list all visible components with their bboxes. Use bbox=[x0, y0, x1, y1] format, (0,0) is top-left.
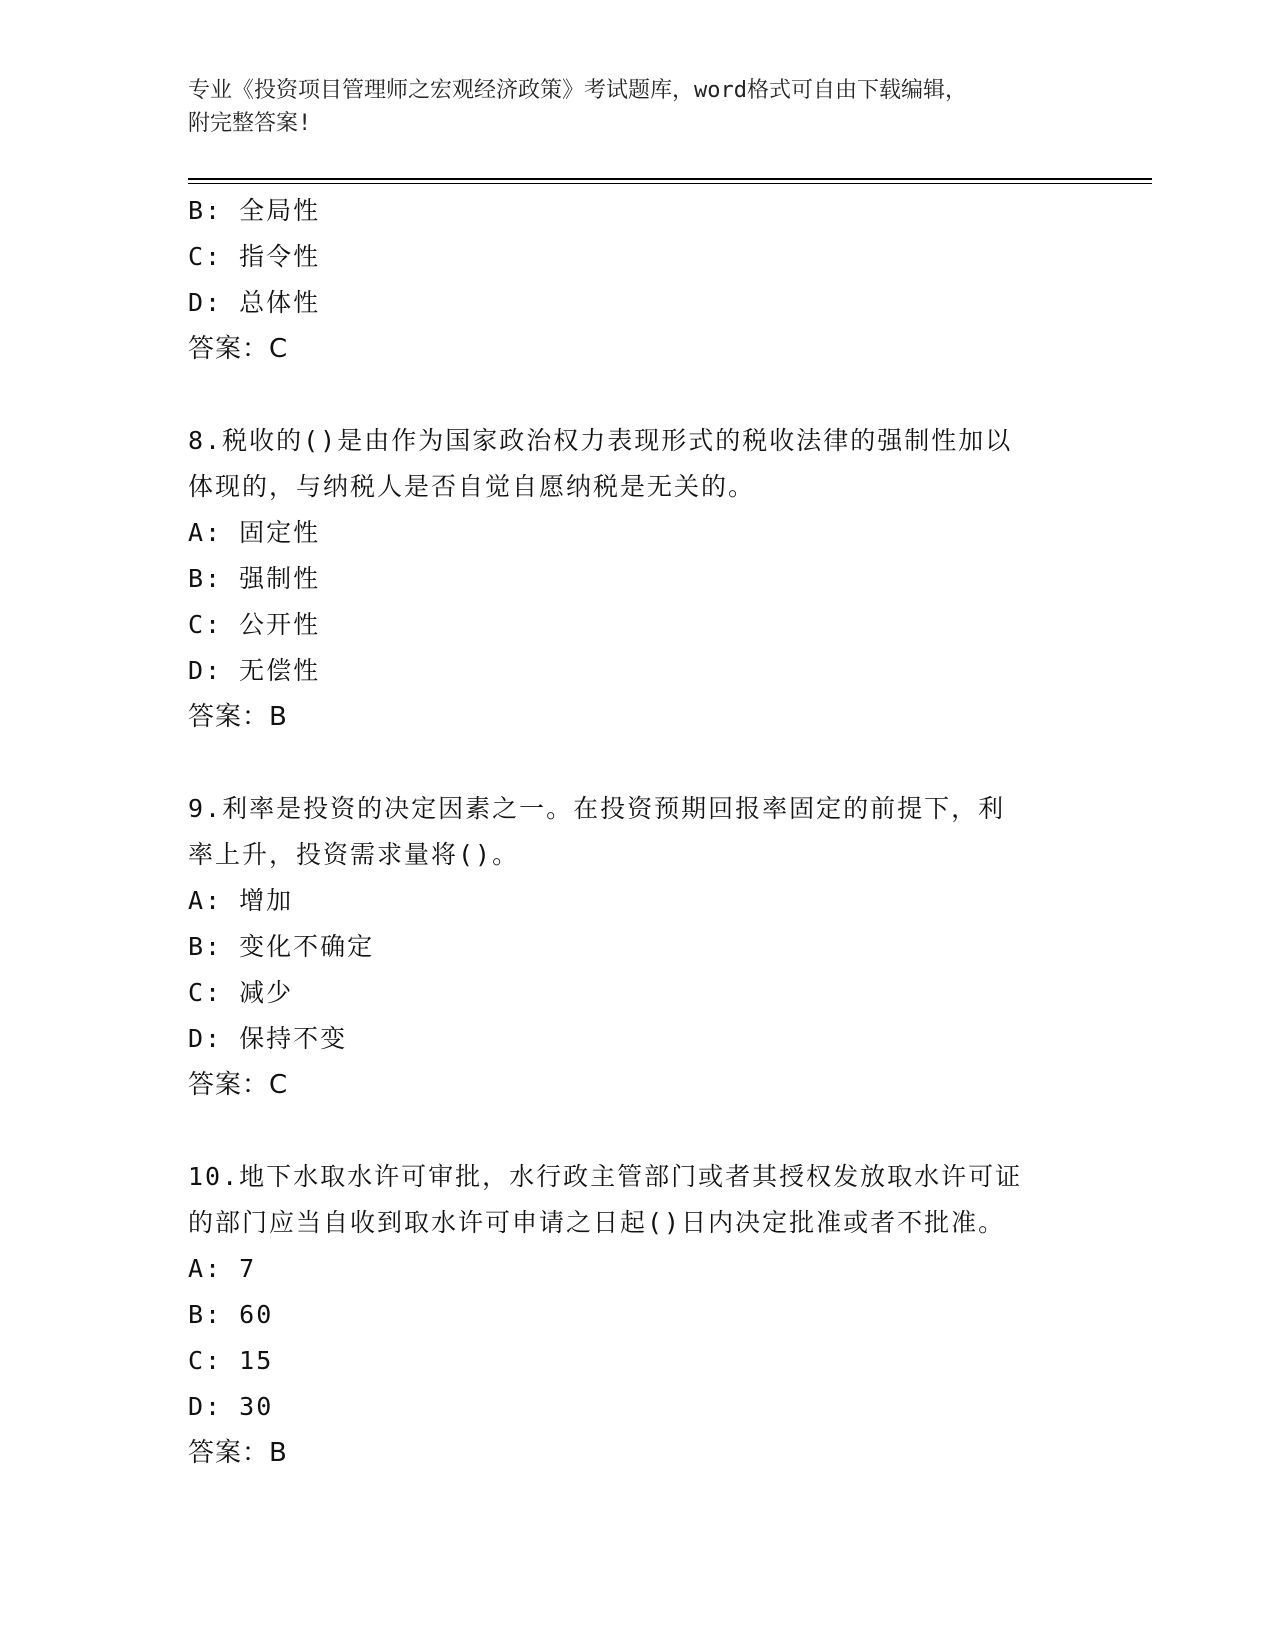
option-b: B: 全局性 bbox=[188, 196, 321, 225]
header-divider-thin bbox=[188, 183, 1152, 184]
option-c: C: 15 bbox=[188, 1346, 274, 1375]
question-block-8 bbox=[188, 418, 1088, 740]
question-text: 9.利率是投资的决定因素之一。在投资预期回报率固定的前提下，利 bbox=[188, 794, 1006, 823]
question-text: 10.地下水取水许可审批，水行政主管部门或者其授权发放取水许可证 bbox=[188, 1162, 1023, 1191]
question-text: 8.税收的()是由作为国家政治权力表现形式的税收法律的强制性加以 bbox=[188, 426, 1013, 455]
option-d: D: 无偿性 bbox=[188, 656, 321, 685]
option-a: A: 7 bbox=[188, 1254, 257, 1283]
option-a: A: 增加 bbox=[188, 886, 294, 915]
option-c: C: 指令性 bbox=[188, 242, 321, 271]
document-header bbox=[188, 74, 1088, 140]
option-d: D: 保持不变 bbox=[188, 1024, 348, 1053]
question-text: 率上升，投资需求量将()。 bbox=[188, 840, 520, 869]
question-text: 体现的，与纳税人是否自觉自愿纳税是无关的。 bbox=[188, 472, 756, 501]
question-block-9 bbox=[188, 786, 1088, 1108]
prev-question-block bbox=[188, 188, 1088, 372]
option-d: D: 总体性 bbox=[188, 288, 321, 317]
answer-line: 答案：B bbox=[188, 702, 288, 732]
answer-line: 答案：C bbox=[188, 334, 289, 364]
option-a: A: 固定性 bbox=[188, 518, 321, 547]
question-block-10 bbox=[188, 1154, 1088, 1476]
option-b: B: 60 bbox=[188, 1300, 274, 1329]
option-b: B: 变化不确定 bbox=[188, 932, 375, 961]
question-list bbox=[188, 188, 1088, 1476]
header-line-2: 附完整答案! bbox=[188, 111, 312, 136]
answer-line: 答案：B bbox=[188, 1438, 288, 1468]
option-c: C: 减少 bbox=[188, 978, 294, 1007]
option-c: C: 公开性 bbox=[188, 610, 321, 639]
answer-line: 答案：C bbox=[188, 1070, 289, 1100]
spacer bbox=[188, 1108, 1088, 1154]
header-line-1: 专业《投资项目管理师之宏观经济政策》考试题库，word格式可自由下载编辑， bbox=[188, 78, 967, 103]
question-text: 的部门应当自收到取水许可申请之日起()日内决定批准或者不批准。 bbox=[188, 1208, 1006, 1237]
spacer bbox=[188, 372, 1088, 418]
option-d: D: 30 bbox=[188, 1392, 274, 1421]
spacer bbox=[188, 740, 1088, 786]
header-divider-thick bbox=[188, 178, 1152, 180]
option-b: B: 强制性 bbox=[188, 564, 321, 593]
